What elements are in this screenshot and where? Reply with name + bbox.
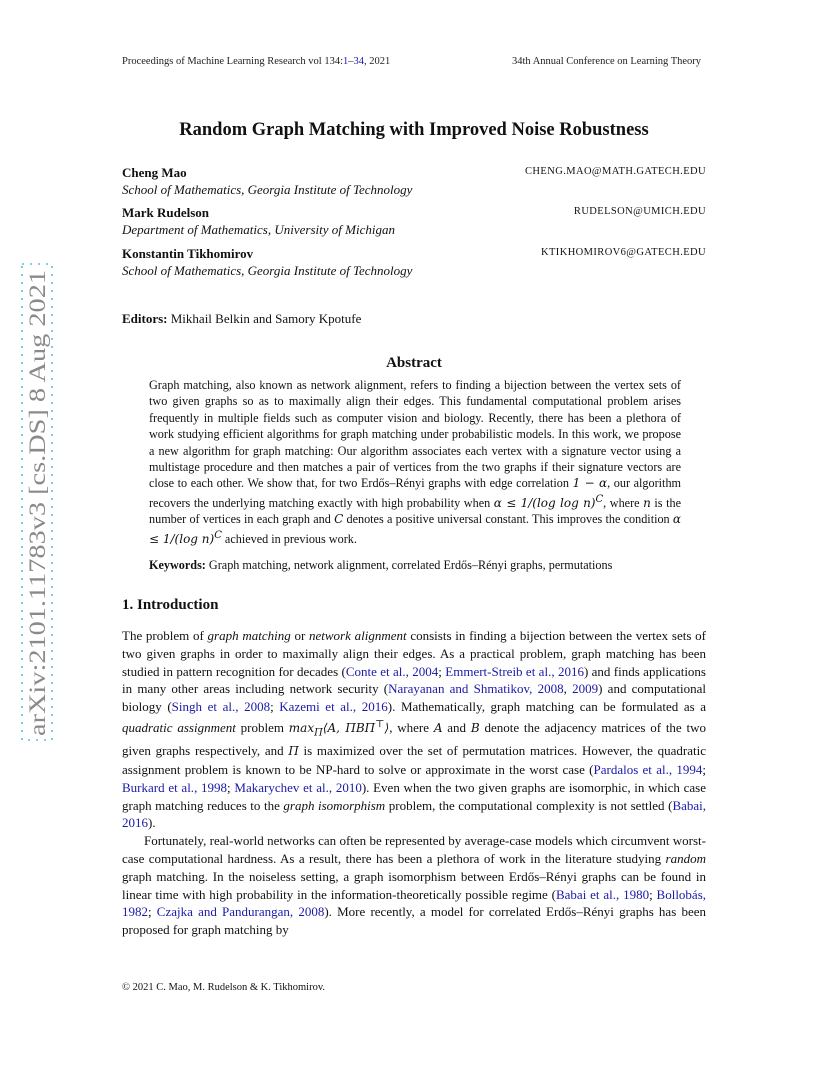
arxiv-stamp-text: arXiv:2101.11783v3 [cs.DS] 8 Aug 2021 [25, 357, 50, 736]
citation-link[interactable]: Czajka and Pandurangan, 2008 [156, 904, 325, 920]
math-inline: Π [288, 744, 299, 759]
citation-link[interactable]: Burkard et al., 1998 [122, 779, 228, 795]
author-affiliation: Department of Mathematics, University of Michigan [122, 222, 395, 237]
keywords-text: Graph matching, network alignment, correlated Erdős–Rényi graphs, permutations [208, 558, 613, 572]
page-range-end-link[interactable]: 34 [353, 56, 365, 67]
author-email: KTIKHOMIROV6@GATECH.EDU [541, 247, 706, 258]
citation-link[interactable]: Babai et al., 1980 [555, 886, 650, 902]
math-inline: α ≤ 1/(log n)$^C$ [149, 512, 681, 546]
citation-link[interactable]: Emmert-Streib et al., 2016 [445, 663, 584, 679]
author-block [122, 204, 706, 238]
author-email: CHENG.MAO@MATH.GATECH.EDU [525, 166, 706, 177]
paper-title: Random Graph Matching with Improved Noise Robustness [179, 120, 649, 140]
citation-link[interactable]: Makarychev et al., 2010 [234, 779, 362, 795]
citation-link[interactable]: Pardalos et al., 1994 [593, 761, 703, 777]
citation-link[interactable]: Bollobás, 1982 [122, 886, 707, 920]
abstract-body: Graph matching, also known as network alignment, refers to finding a bijection between the vertex sets of two given graphs so as to maximally align their edges. This fundamental computational problem arises frequently in multiple fields such as computer vision and biology. Recently, there has been a plethora of work studying efficient algorithms for graph matching under probabilistic models. In this work, we propose a new algorithm for graph matching: Our algorithm associates each vertex with a signature vector using a multistage procedure and then matches a pair of vertices from the two graphs if their signature vectors are close to each other. We show that, for two Erdős–Rényi graphs with edge correlation 1 − α, our algorithm recovers the underlying matching exactly with high probability when α ≤ 1/(log log n)$^C$, where n is the number of vertices in each graph and C denotes a positive universal constant. This improves the condition α ≤ 1/(log n)$^C$ achieved in previous work. [149, 378, 682, 546]
citation-link[interactable]: Babai, 2016 [122, 797, 707, 831]
math-inline: n [643, 495, 651, 510]
citation-link[interactable]: 2009 [572, 681, 599, 697]
author-affiliation: School of Mathematics, Georgia Institute of Technology [122, 182, 413, 197]
math-inline: α ≤ 1/(log log n)$^C$ [493, 493, 604, 510]
citation-link[interactable]: Kazemi et al., 2016 [279, 699, 388, 715]
keywords-line [149, 557, 689, 573]
citation-link[interactable]: Conte et al., 2004 [345, 663, 439, 679]
author-affiliation: School of Mathematics, Georgia Institute of Technology [122, 263, 413, 278]
author-name: Konstantin Tikhomirov [122, 246, 254, 261]
running-header-left: Proceedings of Machine Learning Research vol 134:1–34, 2021 [122, 56, 391, 67]
introduction-body [122, 627, 706, 939]
math-inline: $\max_\Pi⟨A$, ΠBΠ⊤⟩ [288, 718, 390, 739]
citation-link[interactable]: Narayanan and Shmatikov, 2008 [388, 681, 564, 697]
author-name: Mark Rudelson [122, 205, 210, 220]
editors-line [122, 311, 361, 327]
author-block [122, 164, 706, 198]
page-range-start-link[interactable]: 1 [343, 56, 349, 67]
author-block [122, 245, 706, 279]
editors-names: Mikhail Belkin and Samory Kpotufe [170, 311, 362, 326]
paragraph: The problem of graph matching or network alignment consists in finding a bijection between the vertex sets of two given graphs in order to maximally align their edges. As a practical problem, graph matching has been studied in pattern recognition for decades (Conte et al., 2004; Emmert-Streib et al., 2016) and finds applications in many other areas including network security (Narayanan and Shmatikov, 2008, 2009) and computational biology (Singh et al., 2008; Kazemi et al., 2016). Mathematically, graph matching can be formulated as a quadratic assignment problem $\max_\Pi⟨A$, ΠBΠ⊤⟩, where A and B denote the adjacency matrices of the two given graphs respectively, and Π is maximized over the set of permutation matrices. However, the quadratic assignment problem is known to be NP-hard to solve or approximate in the worst case (Pardalos et al., 1994; Burkard et al., 1998; Makarychev et al., 2010). Even when the two given graphs are isomorphic, in which case graph matching reduces to the graph isomorphism problem, the computational complexity is not settled (Babai, 2016). [122, 628, 707, 831]
author-email: RUDELSON@UMICH.EDU [573, 206, 706, 217]
keywords-label: Keywords: [149, 558, 206, 572]
arxiv-stamp [16, 262, 56, 742]
editors-label: Editors: [122, 311, 168, 326]
math-inline: B [470, 720, 480, 735]
abstract-heading: Abstract [386, 355, 442, 371]
section-heading: 1. Introduction [122, 597, 219, 613]
math-inline: C [334, 512, 344, 527]
math-inline: A [433, 720, 443, 735]
copyright-footer: © 2021 C. Mao, M. Rudelson & K. Tikhomirov. [122, 982, 326, 993]
running-header-right: 34th Annual Conference on Learning Theory [512, 56, 702, 67]
math-inline: 1 − α [572, 476, 608, 491]
citation-link[interactable]: Singh et al., 2008 [171, 699, 271, 715]
author-name: Cheng Mao [122, 165, 187, 180]
paragraph: Fortunately, real-world networks can often be represented by average-case models which circumvent worst-case computational hardness. As a result, there has been a plethora of work in the literature studying random graph matching. In the noiseless setting, a graph isomorphism between Erdős–Rényi graphs can be found in linear time with high probability in the information-theoretically possible regime (Babai et al., 1980; Bollobás, 1982; Czajka and Pandurangan, 2008). More recently, a model for correlated Erdős–Rényi graphs has been proposed for graph matching by [122, 833, 707, 938]
